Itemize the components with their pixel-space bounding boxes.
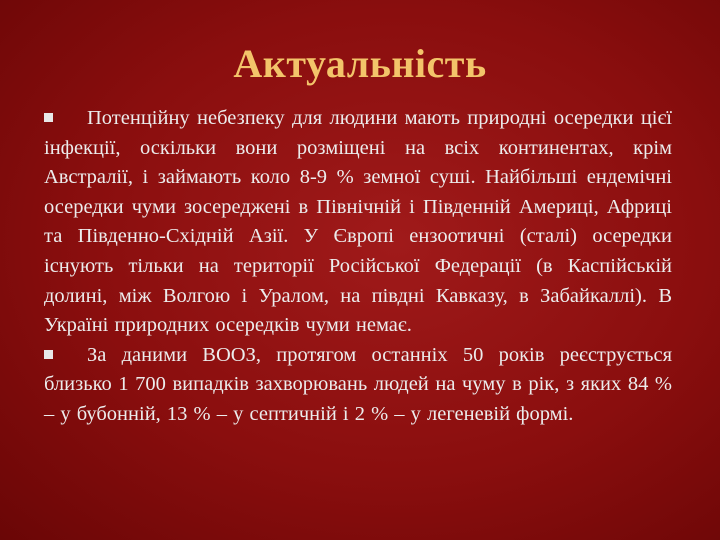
slide-title: Актуальність — [233, 41, 487, 86]
bullet-paragraph-1 — [44, 104, 672, 341]
bullet-paragraph-2 — [44, 341, 672, 430]
square-bullet-icon — [44, 350, 53, 359]
paragraph-text: Потенційну небезпеку для людини мають природні осередки цієї інфекції, оскільки вони розміщені на всіх континентах, крім Австралії, і займають коло 8-9 % земної суші. Найбільші ендемічні осередки чуми зосереджені в Північній і Південній Америці, Африці та Південно-Східній Азії. У Європі ензоотичні (сталі) осередки існують тільки на території Російської Федерації (в Каспійській долині, між Волгою і Уралом, на півдні Кавказу, в Забайкаллі). В Україні природних осередків чуми немає. — [44, 107, 672, 337]
slide-body — [44, 104, 672, 430]
paragraph-text: За даними ВООЗ, протягом останніх 50 років реєструється близько 1 700 випадків захворювань людей на чуму в рік, з яких 84 % – у бубонній, 13 % – у септичній і 2 % – у легеневій формі. — [44, 343, 672, 425]
square-bullet-icon — [44, 113, 53, 122]
